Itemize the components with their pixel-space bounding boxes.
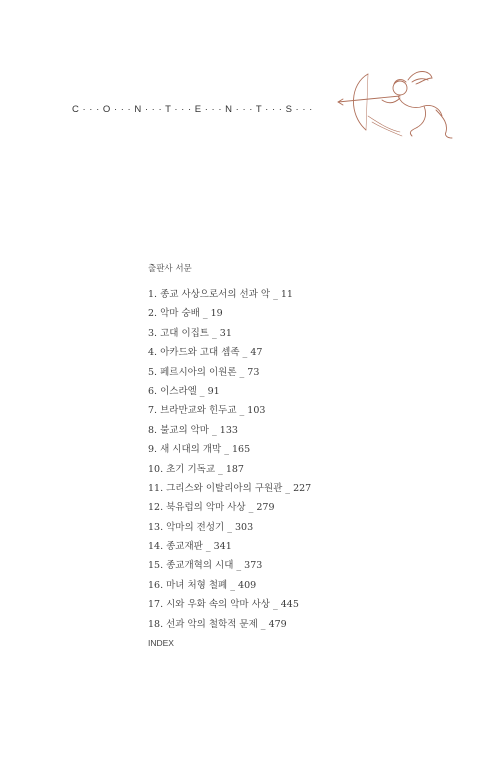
toc-item[interactable]: 14. 종교재판 _ 341 xyxy=(148,541,232,553)
toc-item[interactable]: 8. 불교의 악마 _ 133 xyxy=(148,424,238,436)
toc-item[interactable]: 9. 새 시대의 개막 _ 165 xyxy=(148,444,251,456)
toc-item[interactable]: 2. 악마 숭배 _ 19 xyxy=(148,308,223,320)
contents-title: C · · · O · · · N · · · T · · · E · · · N · · · T · · · S · · · xyxy=(72,104,313,115)
toc-item[interactable]: 6. 이스라엘 _ 91 xyxy=(148,385,220,397)
toc-item[interactable]: 4. 아카드와 고대 셈족 _ 47 xyxy=(148,347,263,359)
toc-item[interactable]: 13. 악마의 전성기 _ 303 xyxy=(148,521,254,533)
publisher-preface[interactable]: 출판사 서문 xyxy=(148,264,192,274)
toc-list xyxy=(148,285,311,634)
toc-item[interactable]: 16. 마녀 처형 철폐 _ 409 xyxy=(148,579,257,591)
toc-item[interactable]: 18. 선과 악의 철학적 문제 _ 479 xyxy=(148,618,287,630)
toc-item[interactable]: 3. 고대 이집트 _ 31 xyxy=(148,327,232,339)
toc-item[interactable]: 10. 초기 기독교 _ 187 xyxy=(148,463,244,475)
toc-item[interactable]: 15. 종교개혁의 시대 _ 373 xyxy=(148,560,263,572)
toc-item[interactable]: 7. 브라만교와 힌두교 _ 103 xyxy=(148,405,266,417)
cupid-with-bow-icon xyxy=(328,66,458,144)
toc-item[interactable]: 1. 종교 사상으로서의 선과 악 _ 11 xyxy=(148,289,293,300)
toc-item[interactable]: 12. 북유럽의 악마 사상 _ 279 xyxy=(148,502,275,514)
index-entry[interactable]: INDEX xyxy=(148,638,174,648)
toc-item[interactable]: 11. 그리스와 이탈리아의 구원관 _ 227 xyxy=(148,482,312,494)
toc-item[interactable]: 5. 페르시아의 이원론 _ 73 xyxy=(148,366,260,378)
toc-item[interactable]: 17. 시와 우화 속의 악마 사상 _ 445 xyxy=(148,599,299,611)
